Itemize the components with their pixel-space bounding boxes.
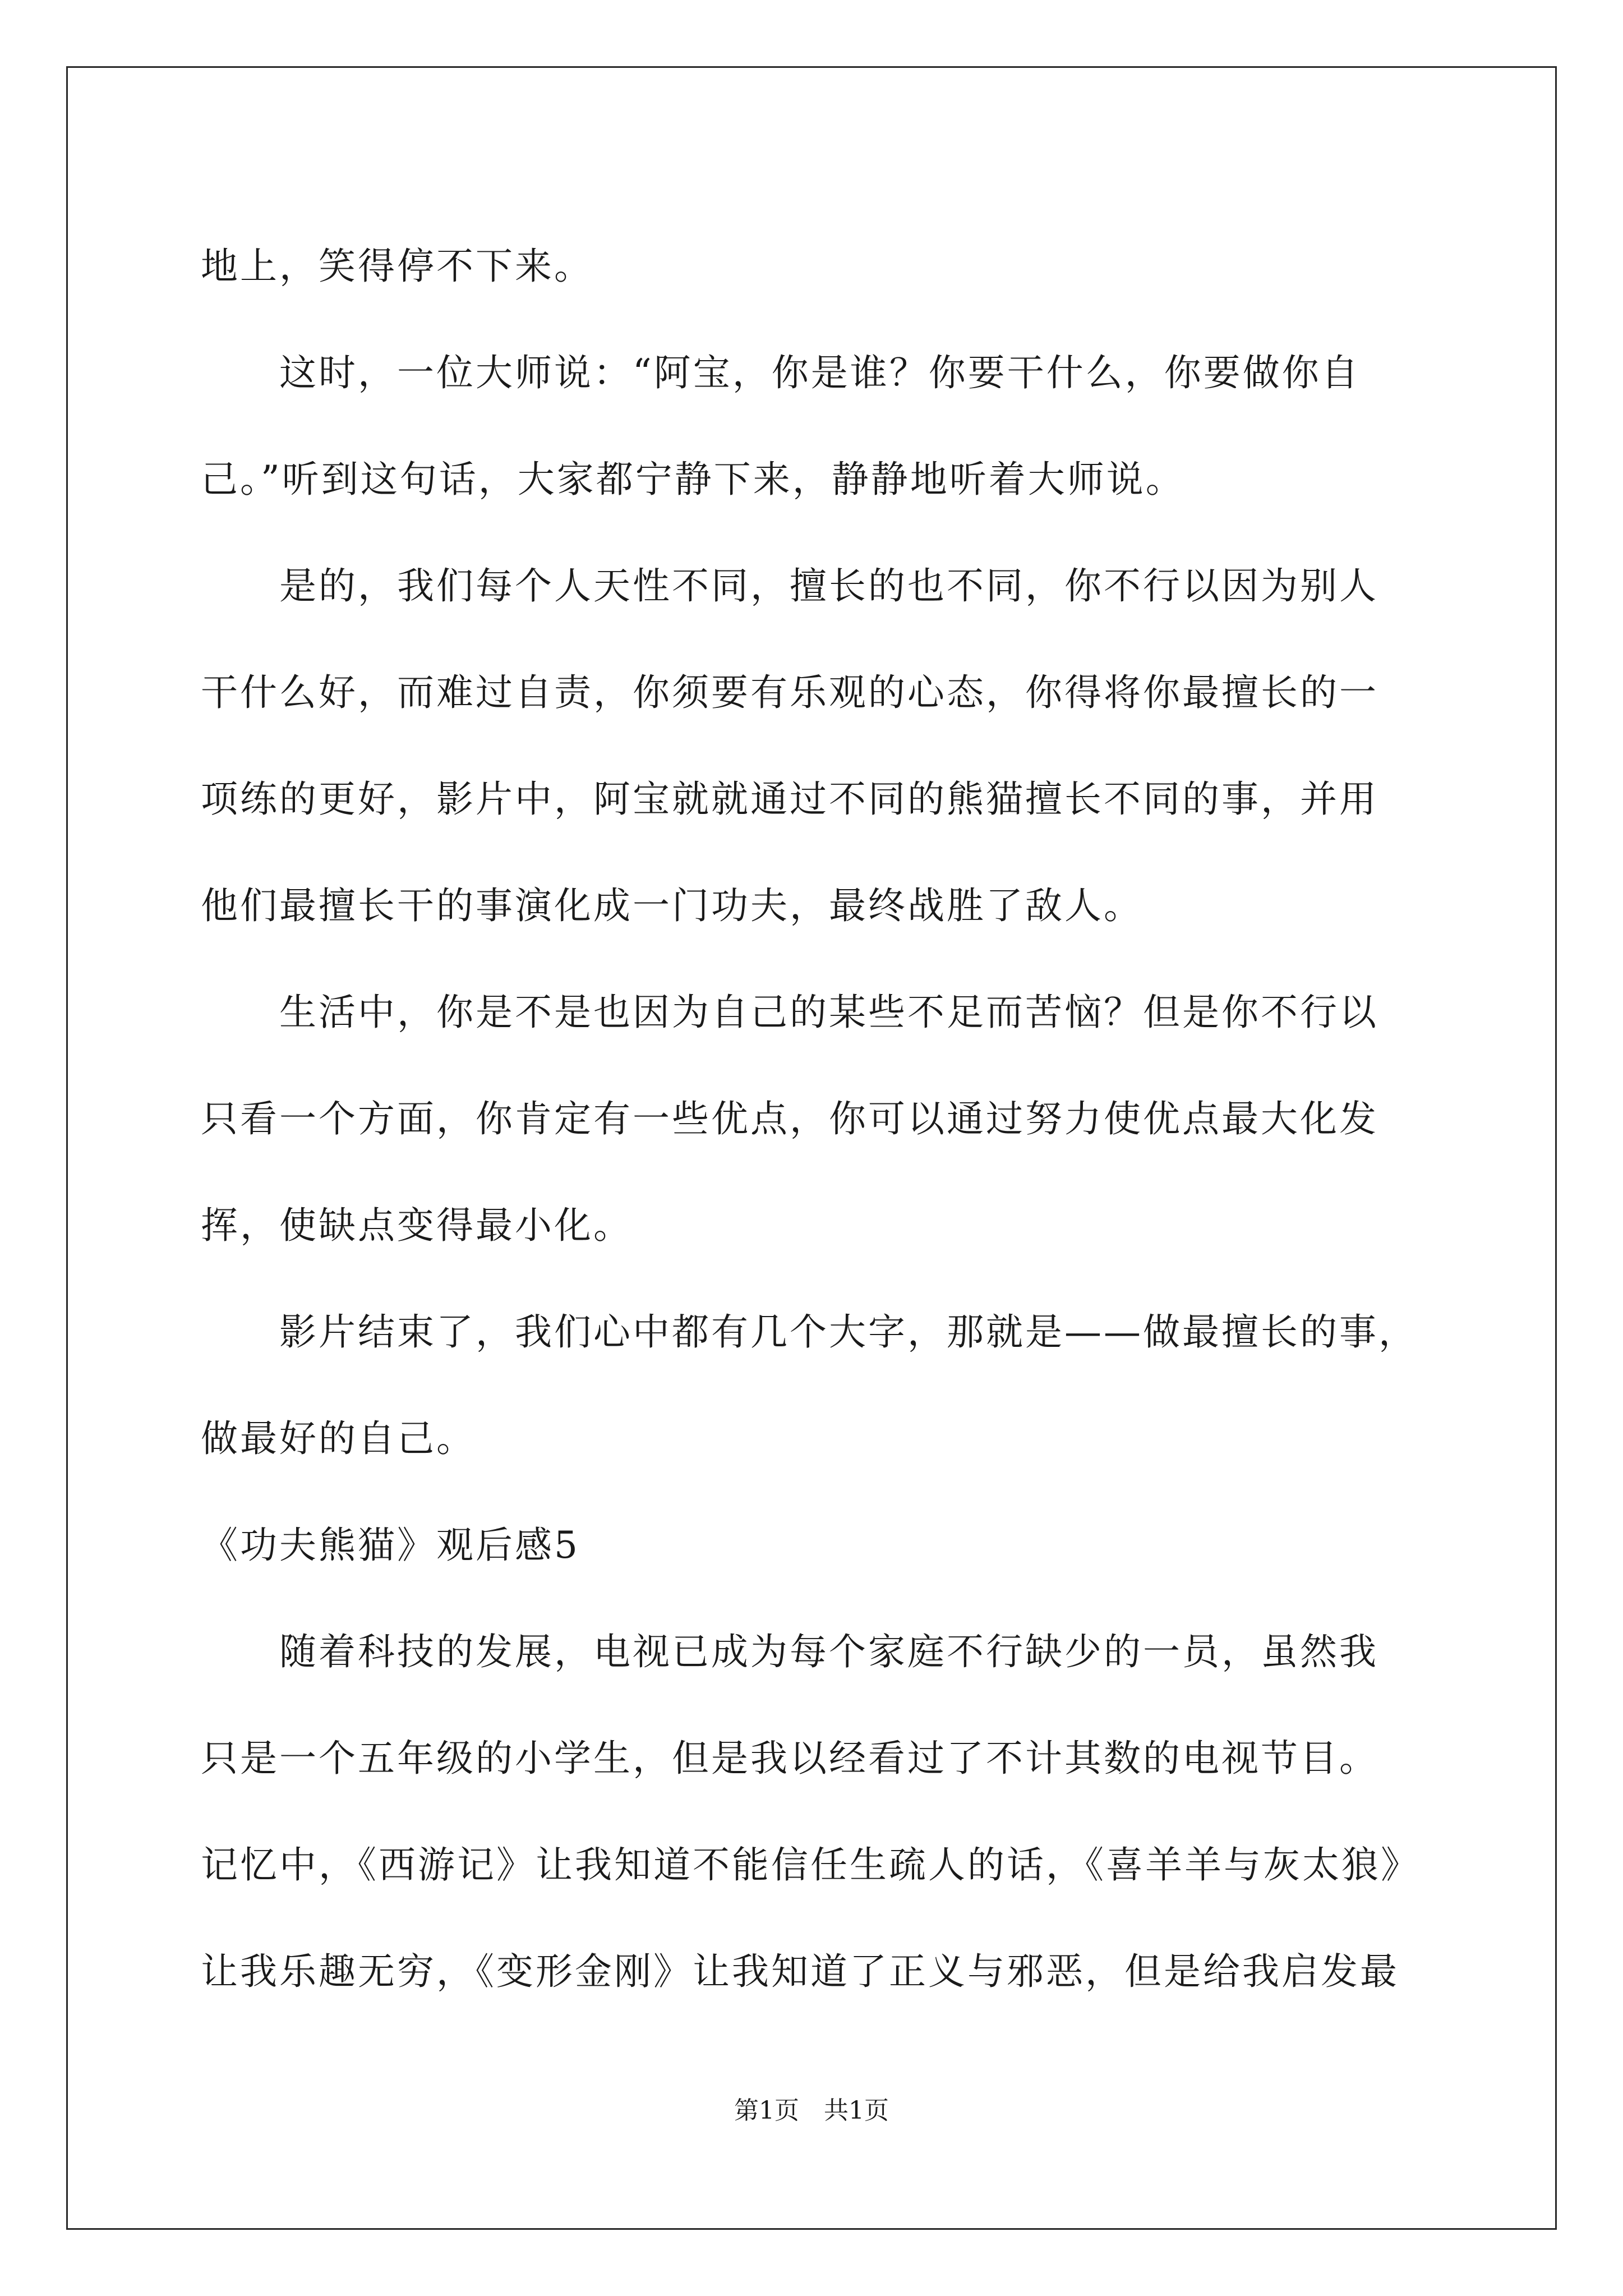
text-line: 记忆中，《西游记》让我知道不能信任生疏人的话，《喜羊羊与灰太狼》 [201, 1843, 1420, 1887]
text-line: 做最好的自己。 [201, 1417, 476, 1460]
text-line: 只看一个方面，你肯定有一些优点，你可以通过努力使优点最大化发 [201, 1097, 1378, 1140]
text-line: 项练的更好，影片中，阿宝就就通过不同的熊猫擅长不同的事，并用 [201, 777, 1378, 821]
text-line: 他们最擅长干的事演化成一门功夫，最终战胜了敌人。 [201, 884, 1143, 927]
text-line: 随着科技的发展，电视已成为每个家庭不行缺少的一员，虽然我 [201, 1630, 1378, 1673]
text-line: 让我乐趣无穷，《变形金刚》让我知道了正义与邪恶，但是给我启发最 [201, 1950, 1399, 1993]
text-line: 生活中，你是不是也因为自己的某些不足而苦恼？但是你不行以 [201, 991, 1378, 1034]
text-line: 挥，使缺点变得最小化。 [201, 1204, 633, 1247]
text-line: 这时，一位大师说：“阿宝，你是谁？你要干什么，你要做你自 [201, 351, 1361, 394]
page-footer: 第1页 共1页 [734, 2096, 889, 2125]
document-body [201, 213, 1423, 2025]
text-line: 只是一个五年级的小学生，但是我以经看过了不计其数的电视节目。 [201, 1737, 1378, 1780]
text-line: 干什么好，而难过自责，你须要有乐观的心态，你得将你最擅长的一 [201, 671, 1378, 714]
text-line: 影片结束了，我们心中都有几个大字，那就是——做最擅长的事， [201, 1310, 1418, 1354]
text-line: 地上，笑得停不下来。 [201, 245, 593, 288]
section-heading: 《功夫熊猫》观后感5 [201, 1524, 580, 1567]
text-line: 是的，我们每个人天性不同，擅长的也不同，你不行以因为别人 [201, 564, 1378, 608]
text-line: 己。”听到这句话，大家都宁静下来，静静地听着大师说。 [201, 458, 1185, 501]
